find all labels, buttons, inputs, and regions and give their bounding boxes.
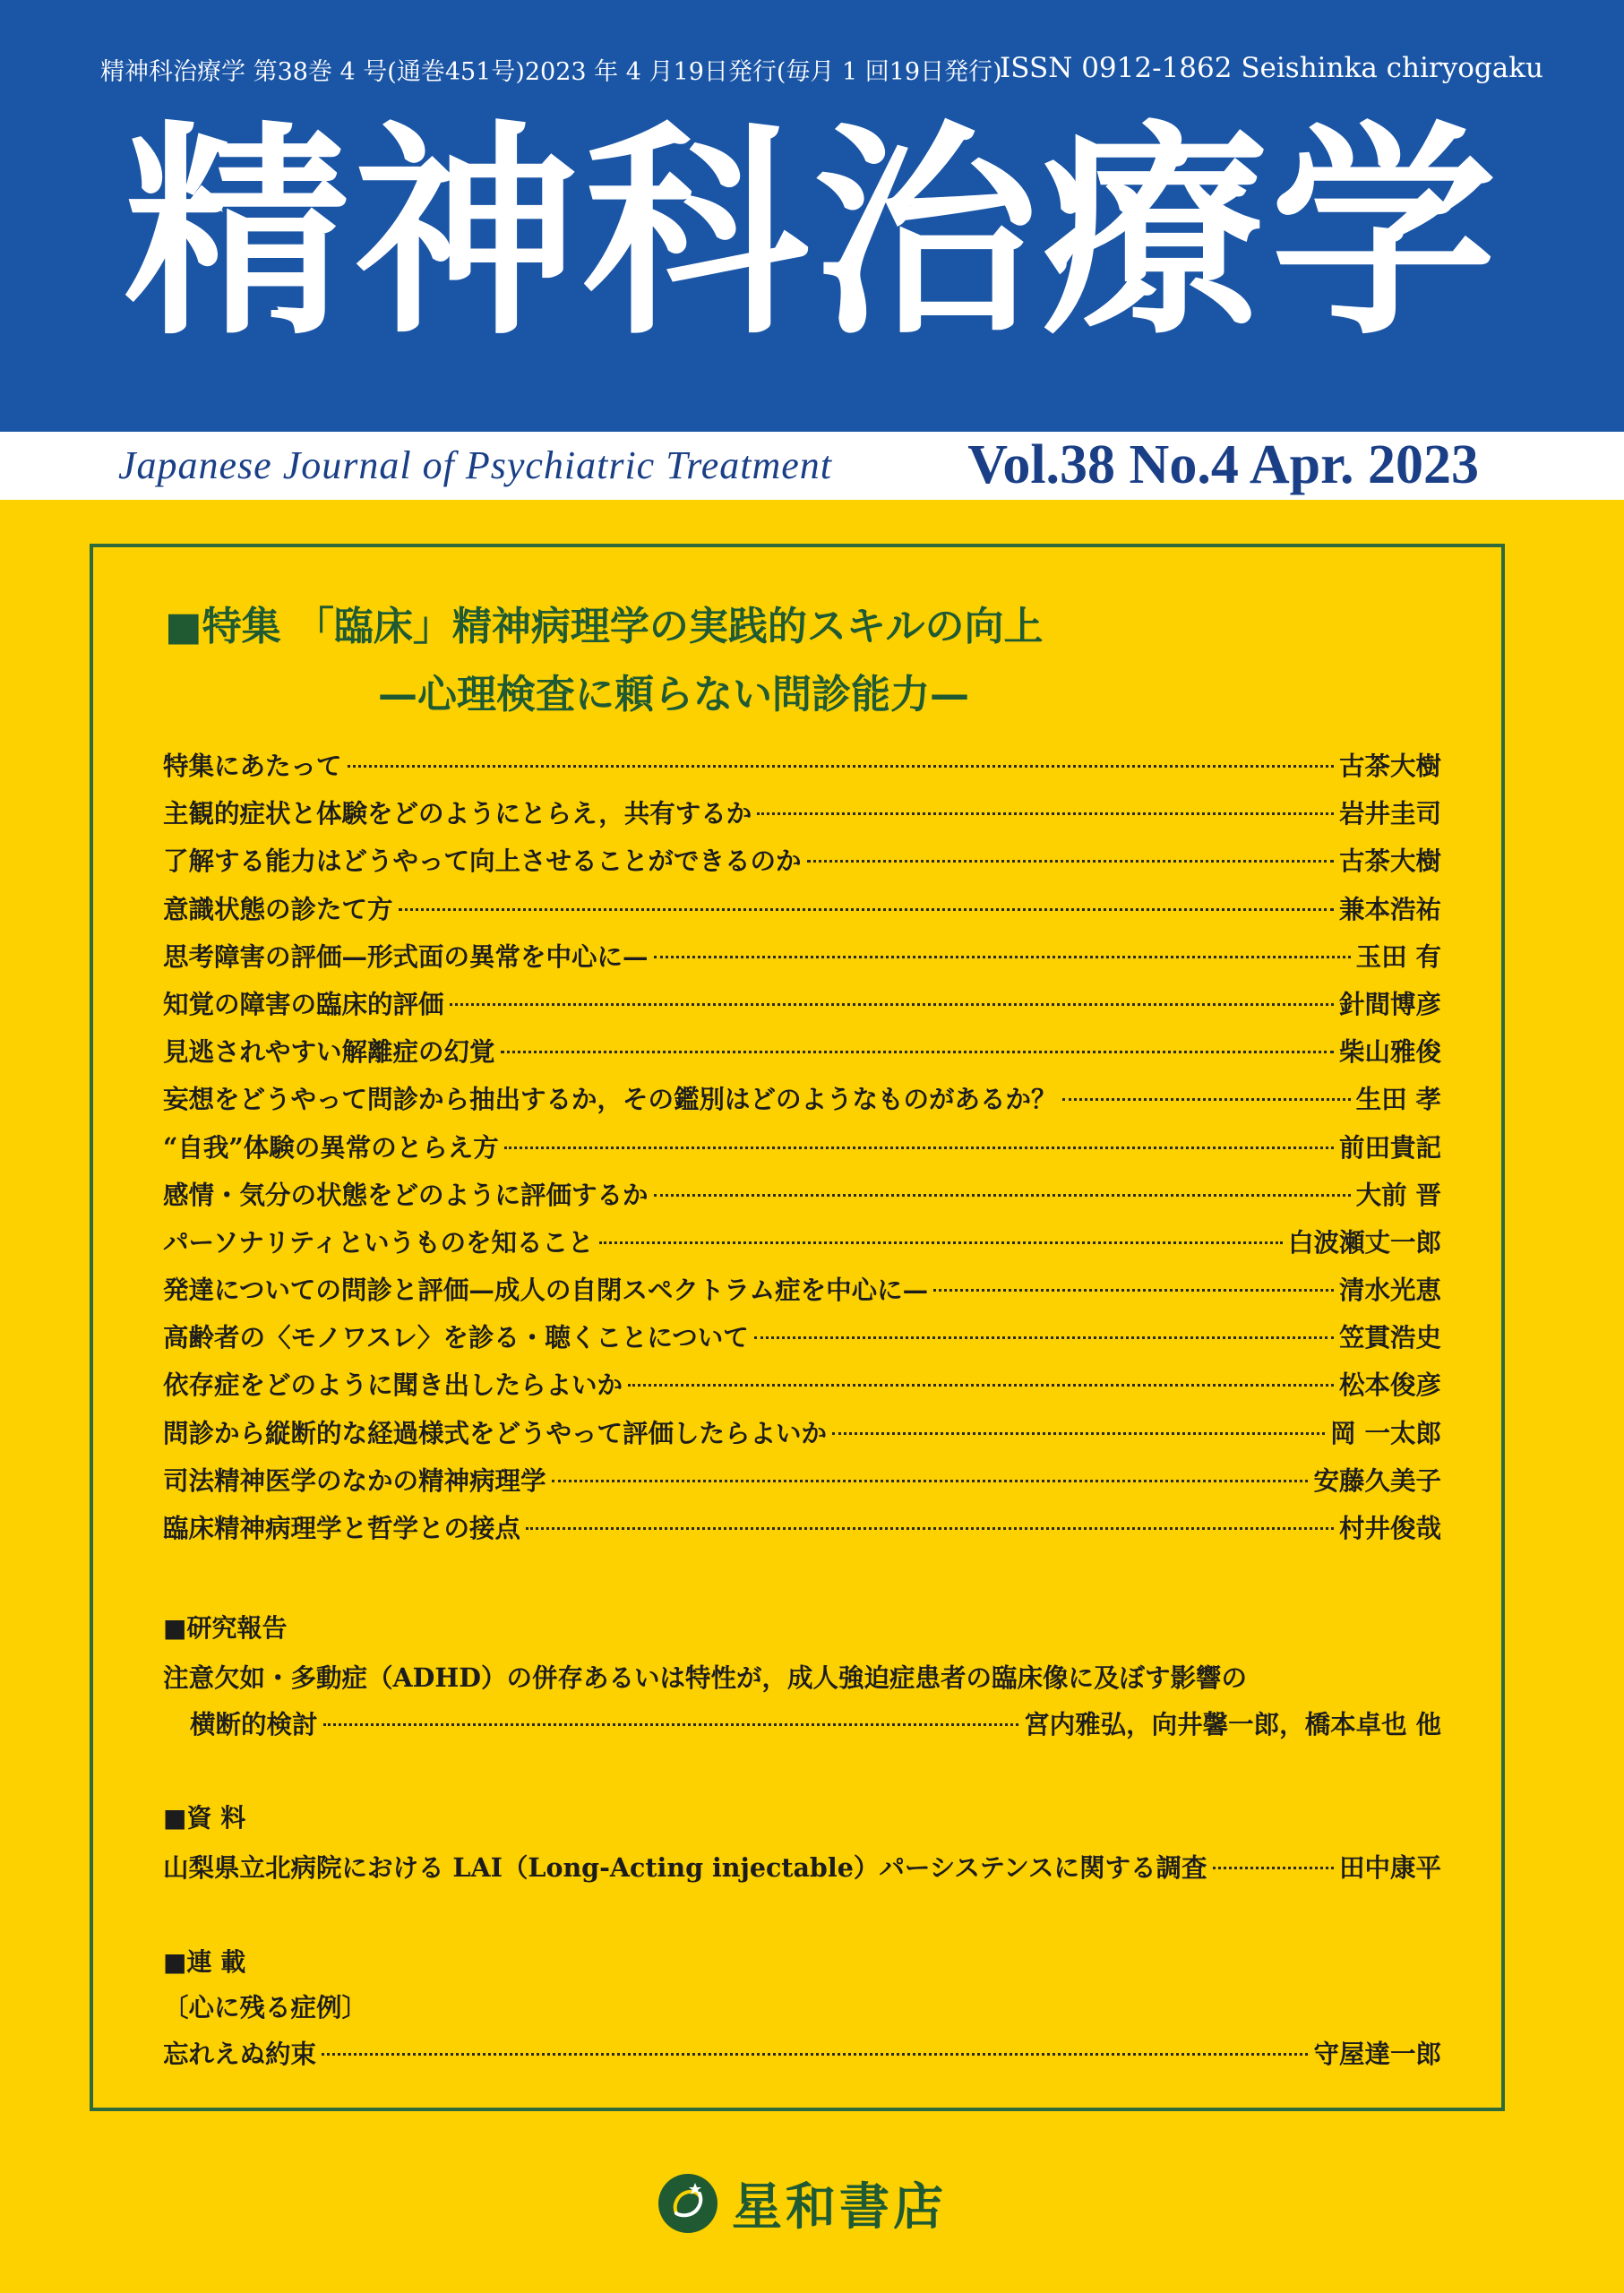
article-title: 依存症をどのように聞き出したらよいか <box>163 1370 623 1401</box>
article-author: 柴山雅俊 <box>1338 1036 1441 1068</box>
toc-row <box>163 1318 1441 1365</box>
leader-dots <box>757 812 1334 815</box>
article-author: 前田貴記 <box>1338 1131 1441 1163</box>
leader-dots <box>348 765 1334 768</box>
article-title: 司法精神医学のなかの精神病理学 <box>163 1464 546 1496</box>
article-title: パーソナリティというものを知ること <box>163 1226 594 1258</box>
article-author: 清水光恵 <box>1338 1275 1441 1306</box>
article-author: 安藤久美子 <box>1313 1464 1441 1496</box>
material-row <box>163 1848 1441 1885</box>
toc-row <box>163 1508 1441 1556</box>
article-title: 見逃されやすい解離症の幻覚 <box>163 1036 495 1068</box>
leader-dots <box>501 1051 1334 1053</box>
leader-dots <box>933 1289 1334 1292</box>
leader-dots <box>654 956 1351 958</box>
article-author: 古茶大樹 <box>1338 751 1441 781</box>
article-title: 了解する能力はどうやって向上させることができるのか <box>163 846 802 877</box>
toc-row <box>163 889 1441 937</box>
publication-meta <box>100 52 1543 88</box>
serial-heading: ■連 載 <box>163 1947 246 1977</box>
leader-dots <box>832 1432 1325 1435</box>
toc-row <box>163 746 1441 794</box>
leader-dots <box>450 1003 1334 1006</box>
article-author: 大前 晋 <box>1355 1179 1441 1210</box>
article-title: “自我”体験の異常のとらえ方 <box>163 1131 499 1163</box>
leader-dots <box>526 1527 1334 1530</box>
contents-box <box>90 544 1505 2111</box>
issue-info: 精神科治療学 第38巻 4 号(通巻451号)2023 年 4 月19日発行(毎月 1 回19日発行) <box>100 58 1002 86</box>
leader-dots <box>504 1146 1334 1149</box>
article-author: 松本俊彦 <box>1338 1370 1441 1401</box>
feature-article-list <box>163 746 1441 1556</box>
leader-dots <box>1062 1098 1351 1101</box>
serial-author: 守屋達一郎 <box>1313 2039 1441 2069</box>
toc-row <box>163 1365 1441 1413</box>
leader-dots <box>552 1480 1309 1482</box>
masthead <box>0 0 1624 432</box>
article-title: 発達についての問診と評価—成人の自閉スペクトラム症を中心に— <box>163 1275 929 1306</box>
toc-row <box>163 1079 1441 1127</box>
material-author: 田中康平 <box>1338 1852 1441 1883</box>
toc-row <box>163 984 1441 1032</box>
serial-category: 〔心に残る症例〕 <box>163 1992 368 2022</box>
english-title: Japanese Journal of Psychiatric Treatment <box>118 443 833 487</box>
publisher <box>658 2168 947 2239</box>
leader-dots <box>1213 1867 1334 1869</box>
research-title-line2-row <box>163 1705 1441 1741</box>
toc-row <box>163 841 1441 889</box>
article-title: 感情・気分の状態をどのように評価するか <box>163 1179 649 1210</box>
toc-row <box>163 1175 1441 1223</box>
toc-row <box>163 794 1441 841</box>
article-title: 妄想をどうやって問診から抽出するか，その鑑別はどのようなものがあるか？ <box>163 1084 1057 1115</box>
toc-row <box>163 1461 1441 1508</box>
article-author: 生田 孝 <box>1355 1084 1441 1115</box>
toc-row <box>163 1270 1441 1318</box>
article-title: 意識状態の診たて方 <box>163 893 393 924</box>
leader-dots <box>754 1336 1334 1339</box>
article-author: 兼本浩祐 <box>1338 893 1441 924</box>
research-title-line2: 横断的検討 <box>190 1709 318 1739</box>
leader-dots <box>628 1384 1334 1387</box>
article-title: 特集にあたって <box>163 751 342 781</box>
article-author: 笠貫浩史 <box>1338 1322 1441 1353</box>
journal-title: 精神科治療学 <box>124 100 1500 365</box>
material-heading: ■資 料 <box>163 1803 246 1833</box>
seiwa-logo-icon <box>658 2174 717 2233</box>
feature-title: ■特集 「臨床」精神病理学の実践的スキルの向上 <box>165 604 1044 649</box>
research-title-line1: 注意欠如・多動症（ADHD）の併存あるいは特性が，成人強迫症患者の臨床像に及ぼす影響の <box>163 1662 1247 1693</box>
article-author: 村井俊哉 <box>1338 1513 1441 1543</box>
material-title: 山梨県立北病院における LAI（Long-Acting injectable）パーシステンスに関する調査 <box>163 1852 1207 1883</box>
leader-dots <box>654 1194 1351 1197</box>
leader-dots <box>323 1723 1019 1726</box>
toc-row <box>163 937 1441 984</box>
issn-info: ISSN 0912-1862 Seishinka chiryogaku <box>1000 52 1543 84</box>
volume-label: Vol.38 No.4 Apr. 2023 <box>967 434 1479 495</box>
article-author: 白波瀬丈一郎 <box>1287 1226 1441 1258</box>
serial-row <box>163 2034 1441 2071</box>
title-band <box>0 432 1624 500</box>
article-author: 玉田 有 <box>1355 940 1441 972</box>
toc-row <box>163 1128 1441 1175</box>
article-author: 針間博彦 <box>1338 988 1441 1019</box>
article-title: 主観的症状と体験をどのようにとらえ，共有するか <box>163 798 752 829</box>
leader-dots <box>322 2053 1308 2056</box>
feature-subtitle: —心理検査に頼らない問診能力— <box>378 672 969 717</box>
leader-dots <box>599 1241 1283 1244</box>
publisher-name: 星和書店 <box>732 2178 947 2237</box>
toc-row <box>163 1413 1441 1461</box>
article-title: 思考障害の評価—形式面の異常を中心に— <box>163 940 649 972</box>
toc-row <box>163 1223 1441 1270</box>
toc-row <box>163 1032 1441 1079</box>
serial-title: 忘れえぬ約束 <box>163 2039 317 2069</box>
article-author: 岩井圭司 <box>1338 798 1441 829</box>
article-title: 臨床精神病理学と哲学との接点 <box>163 1513 521 1543</box>
leader-dots <box>807 860 1334 863</box>
article-title: 問診から縦断的な経過様式をどうやって評価したらよいか <box>163 1417 828 1448</box>
research-heading: ■研究報告 <box>163 1613 288 1643</box>
article-title: 高齢者の〈モノワスレ〉を診る・聴くことについて <box>163 1322 749 1353</box>
article-author: 古茶大樹 <box>1338 846 1441 877</box>
research-authors: 宮内雅弘，向井馨一郎，橋本卓也 他 <box>1024 1709 1441 1739</box>
article-title: 知覚の障害の臨床的評価 <box>163 988 444 1019</box>
article-author: 岡 一太郎 <box>1330 1417 1441 1448</box>
leader-dots <box>399 908 1334 911</box>
